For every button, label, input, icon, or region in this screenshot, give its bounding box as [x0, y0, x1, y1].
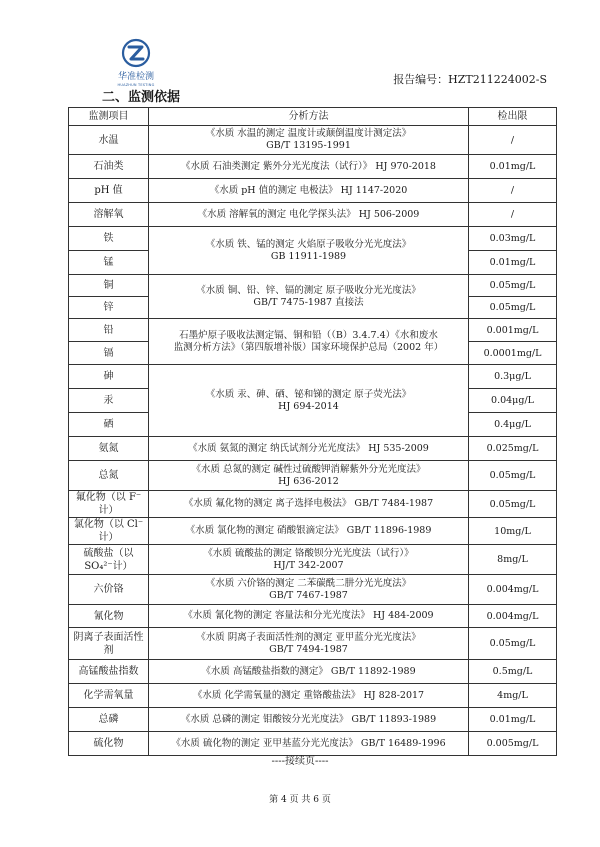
- table-row: [69, 708, 557, 732]
- detection-limit: 0.3μg/L: [469, 365, 557, 389]
- method-line: 《水质 石油类测定 紫外分光光度法（试行）》 HJ 970-2018: [181, 160, 436, 172]
- detection-limit: 0.025mg/L: [469, 437, 557, 461]
- method-line: 《水质 铜、铅、锌、镉的测定 原子吸收分光光度法》: [196, 284, 421, 296]
- page-number: 第 4 页 共 6 页: [269, 795, 331, 805]
- table-row: [69, 203, 557, 227]
- detection-limit: 0.03mg/L: [469, 227, 557, 251]
- method-line: 监测分析方法》（第四版增补版）国家环境保护总局（2002 年）: [173, 341, 444, 353]
- monitoring-item: 镉: [69, 342, 149, 365]
- monitoring-item: 溶解氧: [69, 203, 149, 227]
- section-title: 二、监测依据: [102, 90, 181, 105]
- analysis-method: [149, 605, 469, 628]
- monitoring-item: 六价铬: [69, 575, 149, 605]
- method-line: 《水质 氯化物的测定 硝酸银滴定法》 GB/T 11896-1989: [185, 525, 432, 536]
- monitoring-item: 高锰酸盐指数: [69, 660, 149, 684]
- method-line: 《水质 氰化物的测定 容量法和分光光度法》 HJ 484-2009: [183, 610, 434, 621]
- method-line: GB 11911-1989: [270, 250, 347, 262]
- monitoring-item: 氨氮: [69, 437, 149, 461]
- monitoring-item: 锌: [69, 297, 149, 319]
- monitoring-item: 氯化物（以 Cl⁻计）: [69, 518, 149, 545]
- header-limit: 检出限: [469, 108, 557, 126]
- table-row: [69, 126, 557, 155]
- monitoring-item: pH 值: [69, 179, 149, 203]
- monitoring-item: 汞: [69, 389, 149, 413]
- table-row: [69, 461, 557, 491]
- analysis-method: [149, 684, 469, 708]
- detection-limit: 0.05mg/L: [469, 275, 557, 297]
- monitoring-item: 氟化物（以 F⁻计）: [69, 491, 149, 518]
- method-line: 《水质 溶解氧的测定 电化学探头法》 HJ 506-2009: [197, 208, 420, 220]
- header-method: 分析方法: [149, 108, 469, 126]
- detection-limit: 10mg/L: [469, 518, 557, 545]
- table-row: [69, 365, 557, 389]
- detection-limit: 0.5mg/L: [469, 660, 557, 684]
- table-header-row: [69, 108, 557, 126]
- header-item: 监测项目: [69, 108, 149, 126]
- detection-limit: 0.4μg/L: [469, 413, 557, 437]
- monitoring-item: 砷: [69, 365, 149, 389]
- method-line: 《水质 硫化物的测定 亚甲基蓝分光光度法》 GB/T 16489-1996: [171, 737, 446, 749]
- method-line: GB/T 7494-1987: [269, 643, 348, 655]
- table-row: [69, 155, 557, 179]
- monitoring-item: 石油类: [69, 155, 149, 179]
- monitoring-item: 铅: [69, 319, 149, 342]
- monitoring-item: 硒: [69, 413, 149, 437]
- company-logo: [112, 38, 160, 87]
- monitoring-basis-table: [68, 107, 557, 756]
- table-row: [69, 518, 557, 545]
- monitoring-item: 总氮: [69, 461, 149, 491]
- analysis-method: [149, 126, 469, 155]
- method-line: 《水质 总磷的测定 钼酸铵分光光度法》 GB/T 11893-1989: [180, 713, 437, 725]
- method-line: 《水质 六价铬的测定 二苯碳酰二肼分光光度法》: [205, 577, 412, 589]
- detection-limit: 0.0001mg/L: [469, 342, 557, 365]
- monitoring-item: 硫化物: [69, 732, 149, 756]
- method-line: 《水质 水温的测定 温度计或颠倒温度计测定法》: [205, 128, 412, 139]
- method-line: 《水质 总氮的测定 碱性过硫酸钾消解紫外分光光度法》: [191, 463, 426, 475]
- table-row: [69, 628, 557, 660]
- analysis-method: [149, 155, 469, 179]
- method-line: HJ/T 342-2007: [273, 559, 344, 571]
- analysis-method: [149, 365, 469, 437]
- monitoring-item: 锰: [69, 251, 149, 275]
- detection-limit: /: [469, 203, 557, 227]
- monitoring-item: 氰化物: [69, 605, 149, 628]
- table-row: [69, 179, 557, 203]
- method-line: 《水质 氨氮的测定 纳氏试剂分光光度法》 HJ 535-2009: [188, 442, 429, 454]
- method-line: 《水质 化学需氧量的测定 重铬酸盐法》 HJ 828-2017: [192, 689, 425, 701]
- detection-limit: 0.05mg/L: [469, 628, 557, 660]
- table-row: [69, 660, 557, 684]
- detection-limit: 0.01mg/L: [469, 708, 557, 732]
- continue-note: ----接续页----: [271, 756, 329, 767]
- logo-sub: HUAZHUN TESTING: [117, 83, 155, 87]
- monitoring-item: 化学需氧量: [69, 684, 149, 708]
- analysis-method: [149, 461, 469, 491]
- table-body: [69, 126, 557, 756]
- detection-limit: /: [469, 179, 557, 203]
- report-number: 报告编号：HZT211224002-S: [393, 73, 547, 86]
- method-line: 《水质 氟化物的测定 离子选择电极法》 GB/T 7484-1987: [183, 498, 434, 509]
- analysis-method: [149, 275, 469, 319]
- detection-limit: 0.04μg/L: [469, 389, 557, 413]
- analysis-method: [149, 227, 469, 275]
- method-line: GB/T 7467-1987: [269, 589, 348, 601]
- detection-limit: 8mg/L: [469, 545, 557, 575]
- detection-limit: 0.05mg/L: [469, 491, 557, 518]
- monitoring-item: 硫酸盐（以 SO₄²⁻计）: [69, 545, 149, 575]
- detection-limit: 0.05mg/L: [469, 461, 557, 491]
- method-line: 《水质 阴离子表面活性剂的测定 亚甲蓝分光光度法》: [196, 631, 421, 643]
- table-row: [69, 684, 557, 708]
- table-row: [69, 491, 557, 518]
- table-row: [69, 575, 557, 605]
- monitoring-item: 铜: [69, 275, 149, 297]
- monitoring-item: 铁: [69, 227, 149, 251]
- detection-limit: 0.004mg/L: [469, 605, 557, 628]
- table-row: [69, 275, 557, 297]
- table-row: [69, 227, 557, 251]
- method-line: 《水质 高锰酸盐指数的测定》 GB/T 11892-1989: [201, 665, 416, 677]
- detection-limit: 0.01mg/L: [469, 251, 557, 275]
- analysis-method: [149, 491, 469, 518]
- table-row: [69, 437, 557, 461]
- method-line: HJ 636-2012: [278, 475, 339, 487]
- monitoring-item: 水温: [69, 126, 149, 155]
- monitoring-item: 阴离子表面活性剂: [69, 628, 149, 660]
- detection-limit: 0.01mg/L: [469, 155, 557, 179]
- method-line: GB/T 7475-1987 直接法: [253, 296, 364, 308]
- detection-limit: /: [469, 126, 557, 155]
- analysis-method: [149, 545, 469, 575]
- table-row: [69, 319, 557, 342]
- method-line: 《水质 硫酸盐的测定 铬酸钡分光光度法（试行）》: [203, 547, 414, 559]
- method-line: HJ 694-2014: [278, 400, 339, 412]
- detection-limit: 0.001mg/L: [469, 319, 557, 342]
- table-row: [69, 545, 557, 575]
- analysis-method: [149, 518, 469, 545]
- detection-limit: 4mg/L: [469, 684, 557, 708]
- method-line: GB/T 13195-1991: [266, 140, 351, 151]
- analysis-method: [149, 575, 469, 605]
- company-logo-icon: [121, 38, 151, 68]
- detection-limit: 0.004mg/L: [469, 575, 557, 605]
- analysis-method: [149, 319, 469, 365]
- method-line: 《水质 汞、砷、硒、铋和锑的测定 原子荧光法》: [205, 388, 412, 400]
- detection-limit: 0.005mg/L: [469, 732, 557, 756]
- analysis-method: [149, 628, 469, 660]
- monitoring-item: 总磷: [69, 708, 149, 732]
- analysis-method: [149, 660, 469, 684]
- detection-limit: 0.05mg/L: [469, 297, 557, 319]
- method-line: 石墨炉原子吸收法测定镉、铜和铅（（B）3.4.7.4）《水和废水: [179, 329, 438, 341]
- logo-name: 华准检测: [117, 72, 154, 82]
- analysis-method: [149, 708, 469, 732]
- analysis-method: [149, 179, 469, 203]
- method-line: 《水质 铁、锰的测定 火焰原子吸收分光光度法》: [205, 238, 412, 250]
- analysis-method: [149, 203, 469, 227]
- analysis-method: [149, 437, 469, 461]
- table-row: [69, 605, 557, 628]
- method-line: 《水质 pH 值的测定 电极法》 HJ 1147-2020: [209, 184, 408, 196]
